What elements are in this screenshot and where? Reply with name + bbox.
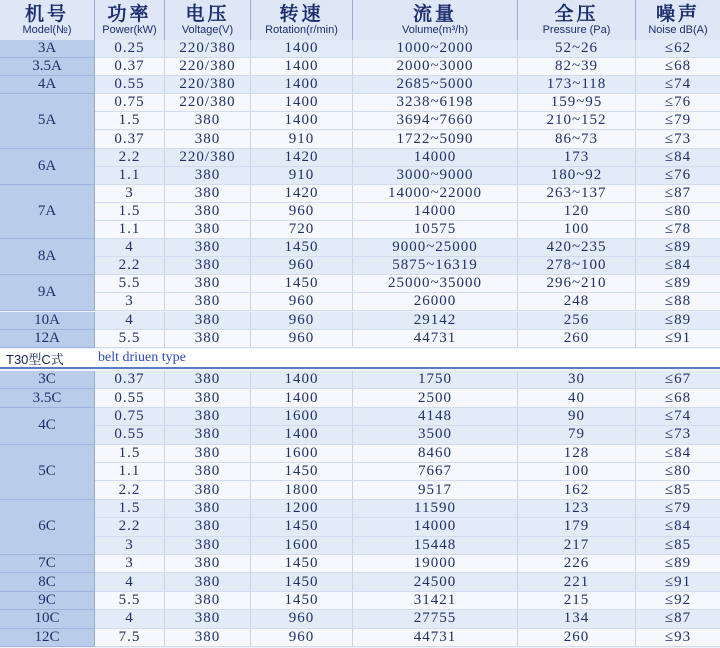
cell-volume: 14000 <box>353 149 518 166</box>
cell-noise: ≤93 <box>664 628 692 645</box>
cell-rotation: 1600 <box>251 408 353 425</box>
cell-rotation: 1450 <box>251 518 353 535</box>
cell-power: 2.2 <box>95 257 165 274</box>
cell-pressure: 100 <box>518 463 636 480</box>
cell-rotation: 1400 <box>251 112 353 129</box>
table-row <box>0 500 720 518</box>
cell-voltage: 220/380 <box>165 40 251 57</box>
cell-volume: 27755 <box>353 610 518 627</box>
table-row <box>0 293 720 311</box>
table-row <box>0 257 720 275</box>
cell-noise: ≤80 <box>664 463 692 480</box>
cell-pressure: 226 <box>518 555 636 572</box>
cell-pressure: 221 <box>518 573 636 590</box>
cell-power: 0.55 <box>95 76 165 93</box>
cell-pressure: 128 <box>518 445 636 462</box>
cell-voltage: 380 <box>165 203 251 220</box>
header-rotation <box>251 0 353 40</box>
cell-rotation: 960 <box>251 203 353 220</box>
header-volume-en: Volume(m³/h) <box>401 23 469 36</box>
header-voltage-en: Voltage(V) <box>181 23 234 36</box>
cell-noise: ≤92 <box>664 591 692 608</box>
cell-rotation: 1400 <box>251 371 353 388</box>
cell-pressure: 52~26 <box>518 40 636 57</box>
cell-voltage: 380 <box>165 221 251 238</box>
table-row <box>0 167 720 185</box>
header-power <box>95 0 165 40</box>
header-pressure-cn: 全压 <box>554 2 599 25</box>
header-rotation-cn: 转速 <box>279 2 324 25</box>
cell-volume: 3500 <box>353 426 518 443</box>
cell-rotation: 1450 <box>251 463 353 480</box>
cell-power: 2.2 <box>95 518 165 535</box>
cell-power: 2.2 <box>95 149 165 166</box>
cell-rotation: 1600 <box>251 537 353 554</box>
table-row <box>0 131 720 149</box>
cell-pressure: 296~210 <box>518 275 636 292</box>
cell-pressure: 100 <box>518 221 636 238</box>
cell-rotation: 1200 <box>251 500 353 517</box>
table-row <box>0 221 720 239</box>
cell-noise: ≤85 <box>664 536 692 553</box>
cell-noise: ≤74 <box>664 407 692 424</box>
cell-noise: ≤89 <box>664 275 692 292</box>
table-row <box>0 112 720 130</box>
cell-power: 0.37 <box>95 371 165 388</box>
model-cell: 4C <box>0 408 95 445</box>
table-row <box>0 149 720 167</box>
model-cell: 3C <box>0 371 95 389</box>
cell-volume: 1000~2000 <box>353 40 518 57</box>
cell-pressure: 260 <box>518 330 636 347</box>
cell-power: 0.25 <box>95 40 165 57</box>
cell-voltage: 380 <box>165 330 251 347</box>
cell-rotation: 1400 <box>251 40 353 57</box>
cell-volume: 14000 <box>353 518 518 535</box>
cell-voltage: 380 <box>165 537 251 554</box>
model-cell: 5C <box>0 445 95 500</box>
table-row <box>0 555 720 573</box>
cell-volume: 10575 <box>353 221 518 238</box>
header-noise-en: Noise dB(A) <box>648 23 708 36</box>
cell-rotation: 1400 <box>251 94 353 111</box>
cell-volume: 4148 <box>353 408 518 425</box>
cell-voltage: 380 <box>165 389 251 406</box>
cell-power: 5.5 <box>95 330 165 347</box>
table-row <box>0 58 720 76</box>
cell-power: 1.5 <box>95 112 165 129</box>
cell-power: 5.5 <box>95 275 165 292</box>
cell-pressure: 30 <box>518 371 636 388</box>
cell-volume: 44731 <box>353 330 518 347</box>
model-cell: 3.5C <box>0 389 95 407</box>
cell-rotation: 1450 <box>251 592 353 609</box>
cell-volume: 2500 <box>353 389 518 406</box>
cell-rotation: 960 <box>251 257 353 274</box>
model-cell: 8A <box>0 239 95 275</box>
model-cell: 4A <box>0 76 95 94</box>
table-row <box>0 330 720 348</box>
header-voltage-cn: 电压 <box>185 2 230 25</box>
cell-noise: ≤85 <box>664 481 692 498</box>
header-model <box>0 0 95 40</box>
cell-voltage: 380 <box>165 481 251 498</box>
header-volume <box>353 0 518 40</box>
cell-noise: ≤62 <box>664 40 692 57</box>
cell-rotation: 1600 <box>251 445 353 462</box>
model-cell: 3.5A <box>0 58 95 76</box>
model-cell: 3A <box>0 40 95 58</box>
cell-rotation: 1420 <box>251 185 353 202</box>
cell-power: 4 <box>95 610 165 627</box>
table-row <box>0 610 720 628</box>
cell-noise: ≤78 <box>664 221 692 238</box>
cell-pressure: 173~118 <box>518 76 636 93</box>
cell-noise: ≤89 <box>664 311 692 328</box>
cell-volume: 14000 <box>353 203 518 220</box>
cell-noise: ≤79 <box>664 112 692 129</box>
cell-voltage: 380 <box>165 167 251 184</box>
model-cell: 12C <box>0 629 95 647</box>
cell-pressure: 210~152 <box>518 112 636 129</box>
cell-volume: 8460 <box>353 445 518 462</box>
table-row <box>0 40 720 58</box>
cell-pressure: 260 <box>518 629 636 646</box>
cell-volume: 2685~5000 <box>353 76 518 93</box>
cell-rotation: 1450 <box>251 555 353 572</box>
cell-voltage: 380 <box>165 445 251 462</box>
cell-power: 1.1 <box>95 221 165 238</box>
cell-power: 0.55 <box>95 426 165 443</box>
model-cell: 8C <box>0 573 95 591</box>
cell-voltage: 380 <box>165 275 251 292</box>
cell-power: 3 <box>95 293 165 310</box>
table-row <box>0 203 720 221</box>
cell-voltage: 380 <box>165 239 251 256</box>
cell-rotation: 960 <box>251 610 353 627</box>
table-row <box>0 239 720 257</box>
header-power-en: Power(kW) <box>102 23 157 36</box>
cell-rotation: 960 <box>251 629 353 646</box>
cell-volume: 29142 <box>353 312 518 329</box>
cell-volume: 14000~22000 <box>353 185 518 202</box>
header-voltage <box>165 0 251 40</box>
cell-volume: 1722~5090 <box>353 131 518 148</box>
cell-voltage: 380 <box>165 592 251 609</box>
cell-pressure: 90 <box>518 408 636 425</box>
cell-power: 3 <box>95 555 165 572</box>
cell-voltage: 220/380 <box>165 94 251 111</box>
cell-power: 4 <box>95 312 165 329</box>
model-cell: 10A <box>0 312 95 330</box>
cell-volume: 25000~35000 <box>353 275 518 292</box>
cell-voltage: 220/380 <box>165 149 251 166</box>
cell-rotation: 1400 <box>251 58 353 75</box>
cell-power: 4 <box>95 239 165 256</box>
cell-rotation: 720 <box>251 221 353 238</box>
cell-voltage: 380 <box>165 131 251 148</box>
cell-pressure: 248 <box>518 293 636 310</box>
cell-rotation: 1800 <box>251 481 353 498</box>
cell-voltage: 380 <box>165 426 251 443</box>
cell-voltage: 380 <box>165 573 251 590</box>
model-cell: 12A <box>0 330 95 348</box>
table-row <box>0 573 720 591</box>
cell-pressure: 134 <box>518 610 636 627</box>
cell-voltage: 380 <box>165 500 251 517</box>
cell-rotation: 960 <box>251 312 353 329</box>
cell-noise: ≤84 <box>664 257 692 274</box>
cell-noise: ≤79 <box>664 499 692 516</box>
table-row <box>0 463 720 481</box>
cell-volume: 3238~6198 <box>353 94 518 111</box>
model-cell: 6C <box>0 500 95 555</box>
cell-volume: 9517 <box>353 481 518 498</box>
cell-power: 0.37 <box>95 131 165 148</box>
table-row <box>0 408 720 426</box>
cell-voltage: 380 <box>165 610 251 627</box>
table-row <box>0 185 720 203</box>
header-model-en: Model(№) <box>22 23 72 36</box>
header-model-cn: 机号 <box>24 2 69 25</box>
cell-voltage: 220/380 <box>165 58 251 75</box>
cell-pressure: 86~73 <box>518 131 636 148</box>
cell-power: 1.5 <box>95 445 165 462</box>
cell-noise: ≤89 <box>664 239 692 256</box>
cell-pressure: 120 <box>518 203 636 220</box>
cell-rotation: 960 <box>251 293 353 310</box>
cell-noise: ≤73 <box>664 130 692 147</box>
cell-noise: ≤91 <box>664 573 692 590</box>
header-pressure-en: Pressure (Pa) <box>542 23 611 36</box>
cell-voltage: 380 <box>165 463 251 480</box>
cell-power: 1.1 <box>95 167 165 184</box>
cell-noise: ≤68 <box>664 58 692 75</box>
cell-power: 1.5 <box>95 203 165 220</box>
cell-noise: ≤89 <box>664 555 692 572</box>
header-volume-cn: 流量 <box>412 2 457 25</box>
cell-power: 5.5 <box>95 592 165 609</box>
cell-volume: 9000~25000 <box>353 239 518 256</box>
cell-noise: ≤76 <box>664 166 692 183</box>
table-row <box>0 629 720 647</box>
cell-power: 2.2 <box>95 481 165 498</box>
cell-noise: ≤76 <box>664 94 692 111</box>
model-cell: 9C <box>0 592 95 610</box>
cell-volume: 3000~9000 <box>353 167 518 184</box>
cell-power: 0.75 <box>95 94 165 111</box>
model-cell: 6A <box>0 149 95 185</box>
cell-volume: 7667 <box>353 463 518 480</box>
cell-volume: 15448 <box>353 537 518 554</box>
table-header <box>0 0 720 41</box>
header-pressure <box>518 0 636 40</box>
cell-voltage: 380 <box>165 371 251 388</box>
cell-noise: ≤74 <box>664 76 692 93</box>
table-row <box>0 275 720 293</box>
table-row <box>0 76 720 94</box>
cell-pressure: 420~235 <box>518 239 636 256</box>
model-cell: 7A <box>0 185 95 239</box>
model-cell: 10C <box>0 610 95 628</box>
cell-voltage: 380 <box>165 555 251 572</box>
cell-power: 1.1 <box>95 463 165 480</box>
section-divider <box>0 349 720 369</box>
table-row <box>0 518 720 536</box>
cell-pressure: 79 <box>518 426 636 443</box>
cell-voltage: 380 <box>165 257 251 274</box>
cell-power: 4 <box>95 573 165 590</box>
cell-noise: ≤87 <box>664 184 692 201</box>
cell-volume: 19000 <box>353 555 518 572</box>
header-power-cn: 功率 <box>107 2 152 25</box>
table-row <box>0 426 720 444</box>
cell-volume: 24500 <box>353 573 518 590</box>
table-row <box>0 592 720 610</box>
cell-volume: 11590 <box>353 500 518 517</box>
cell-rotation: 1450 <box>251 239 353 256</box>
cell-voltage: 380 <box>165 112 251 129</box>
cell-rotation: 1450 <box>251 275 353 292</box>
header-noise-cn: 噪声 <box>655 2 700 25</box>
cell-voltage: 380 <box>165 629 251 646</box>
cell-noise: ≤84 <box>664 444 692 461</box>
cell-pressure: 256 <box>518 312 636 329</box>
cell-noise: ≤91 <box>664 329 692 346</box>
cell-voltage: 380 <box>165 408 251 425</box>
cell-noise: ≤73 <box>664 426 692 443</box>
cell-volume: 26000 <box>353 293 518 310</box>
cell-voltage: 380 <box>165 312 251 329</box>
cell-pressure: 162 <box>518 481 636 498</box>
cell-power: 0.75 <box>95 408 165 425</box>
table-row <box>0 445 720 463</box>
cell-voltage: 220/380 <box>165 76 251 93</box>
cell-rotation: 1400 <box>251 426 353 443</box>
cell-noise: ≤68 <box>664 389 692 406</box>
cell-pressure: 278~100 <box>518 257 636 274</box>
cell-volume: 3694~7660 <box>353 112 518 129</box>
cell-rotation: 910 <box>251 167 353 184</box>
cell-pressure: 40 <box>518 389 636 406</box>
cell-volume: 2000~3000 <box>353 58 518 75</box>
model-cell: 5A <box>0 94 95 148</box>
cell-voltage: 380 <box>165 185 251 202</box>
cell-volume: 1750 <box>353 371 518 388</box>
divider-model-code: T30型C式 <box>6 351 64 367</box>
cell-power: 0.37 <box>95 58 165 75</box>
cell-power: 7.5 <box>95 629 165 646</box>
cell-pressure: 82~39 <box>518 58 636 75</box>
cell-rotation: 1420 <box>251 149 353 166</box>
model-cell: 7C <box>0 555 95 573</box>
header-noise <box>636 0 720 40</box>
cell-pressure: 173 <box>518 149 636 166</box>
cell-pressure: 180~92 <box>518 167 636 184</box>
model-cell: 9A <box>0 275 95 311</box>
cell-noise: ≤88 <box>664 293 692 310</box>
cell-rotation: 910 <box>251 131 353 148</box>
cell-pressure: 159~95 <box>518 94 636 111</box>
cell-rotation: 960 <box>251 330 353 347</box>
cell-voltage: 380 <box>165 518 251 535</box>
cell-voltage: 380 <box>165 293 251 310</box>
cell-noise: ≤84 <box>664 148 692 165</box>
cell-noise: ≤87 <box>664 610 692 627</box>
divider-description: belt driuen type <box>98 350 186 365</box>
cell-pressure: 179 <box>518 518 636 535</box>
cell-power: 0.55 <box>95 389 165 406</box>
table-row <box>0 371 720 389</box>
table-row <box>0 481 720 499</box>
cell-power: 3 <box>95 537 165 554</box>
cell-rotation: 1400 <box>251 76 353 93</box>
cell-noise: ≤67 <box>664 371 692 388</box>
cell-noise: ≤80 <box>664 202 692 219</box>
cell-pressure: 215 <box>518 592 636 609</box>
cell-volume: 5875~16319 <box>353 257 518 274</box>
header-rotation-en: Rotation(r/min) <box>265 23 338 36</box>
cell-volume: 31421 <box>353 592 518 609</box>
table-row <box>0 389 720 407</box>
cell-volume: 44731 <box>353 629 518 646</box>
cell-pressure: 263~137 <box>518 185 636 202</box>
cell-power: 1.5 <box>95 500 165 517</box>
table-row <box>0 312 720 330</box>
table-row <box>0 94 720 112</box>
table-row <box>0 537 720 555</box>
cell-pressure: 123 <box>518 500 636 517</box>
cell-noise: ≤84 <box>664 518 692 535</box>
cell-power: 3 <box>95 185 165 202</box>
cell-rotation: 1400 <box>251 389 353 406</box>
cell-rotation: 1450 <box>251 573 353 590</box>
cell-pressure: 217 <box>518 537 636 554</box>
